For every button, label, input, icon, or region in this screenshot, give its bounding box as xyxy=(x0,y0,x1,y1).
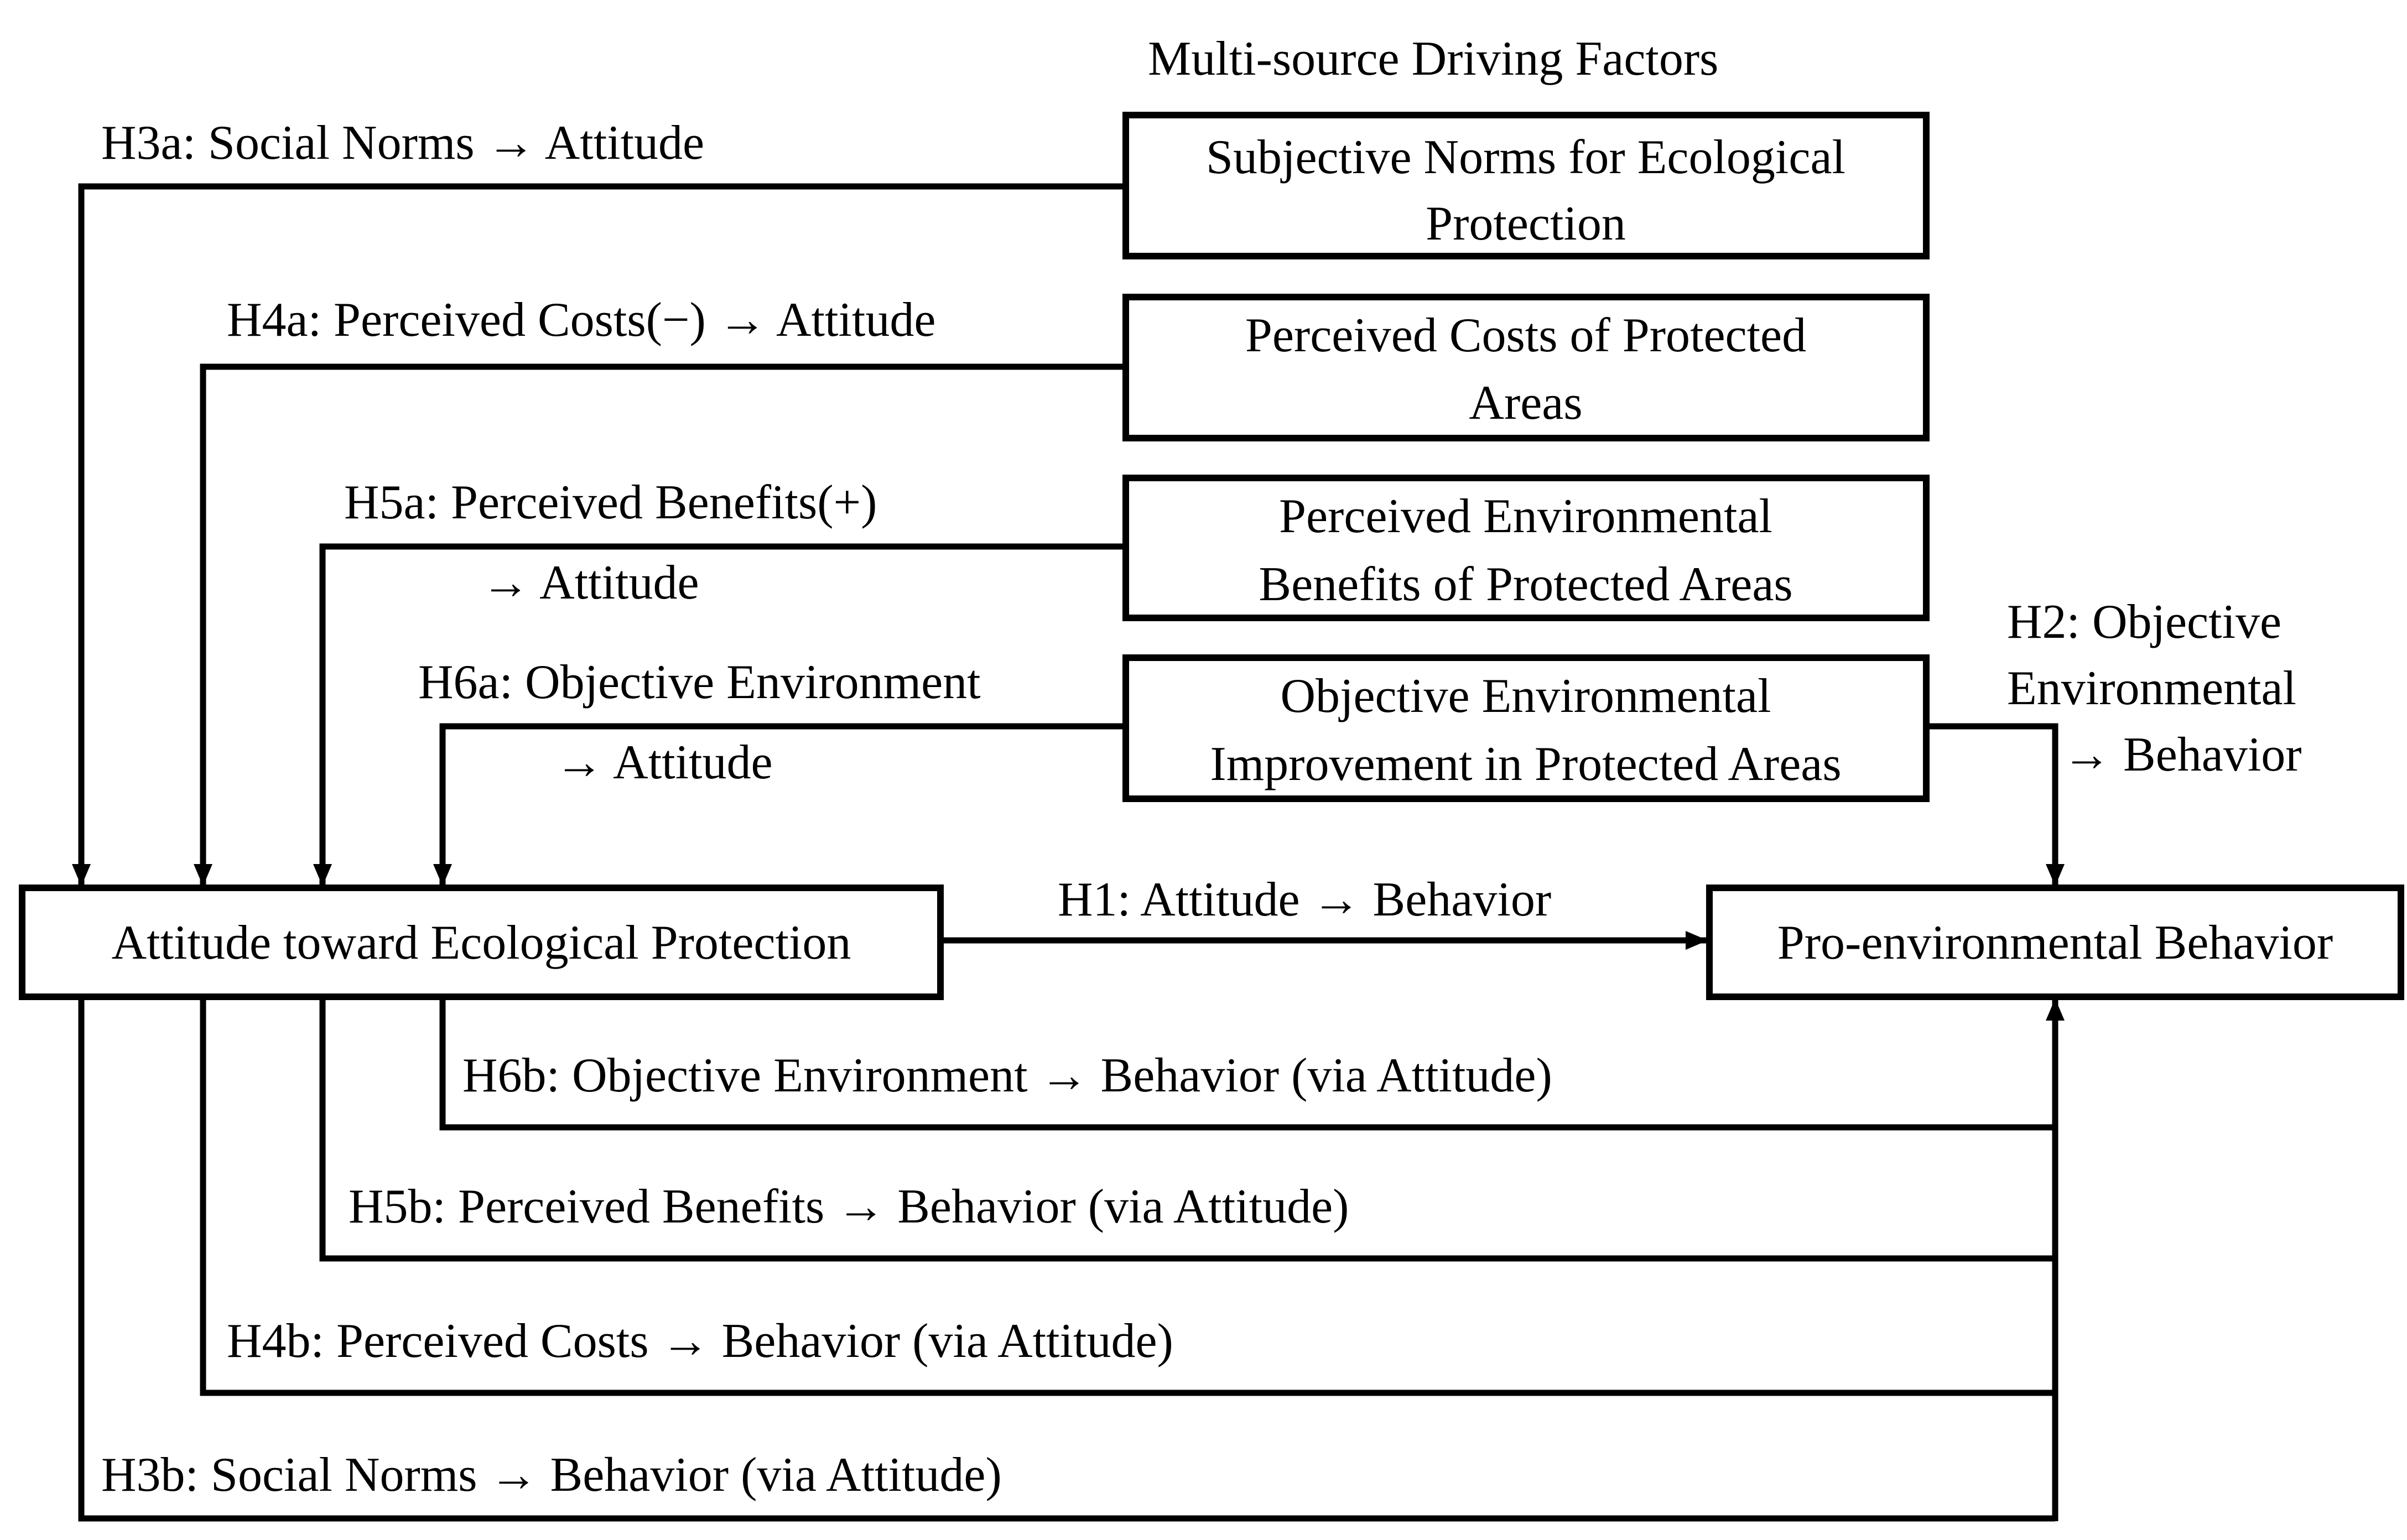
path-h4a xyxy=(203,367,1126,885)
factor-social-norms-line2: Protection xyxy=(1426,197,1626,251)
factor-perceived-benefits-line2: Benefits of Protected Areas xyxy=(1259,558,1793,611)
factor-objective-environment-line1: Objective Environmental xyxy=(1280,669,1771,723)
label-h5b: H5b: Perceived Benefits → Behavior (via Attitude) xyxy=(349,1180,1349,1234)
label-h4b: H4b: Perceived Costs → Behavior (via Attitude) xyxy=(227,1314,1173,1368)
label-h4a: H4a: Perceived Costs(−) → Attitude xyxy=(227,293,936,347)
label-h2-line1: H2: Objective xyxy=(2007,595,2282,649)
node-attitude-label: Attitude toward Ecological Protection xyxy=(111,916,851,970)
factor-box-social-norms xyxy=(1126,115,1926,256)
diagram-title: Multi-source Driving Factors xyxy=(1148,32,1719,86)
factor-perceived-benefits-line1: Perceived Environmental xyxy=(1279,490,1772,543)
path-h2 xyxy=(1926,726,2055,885)
label-h5a-line2: → Attitude xyxy=(481,556,699,610)
label-h2-line3: → Behavior xyxy=(2062,728,2302,782)
label-h3b: H3b: Social Norms → Behavior (via Attitude) xyxy=(101,1448,1002,1502)
factor-box-objective-environment xyxy=(1126,658,1926,799)
factor-perceived-costs-line1: Perceived Costs of Protected xyxy=(1245,309,1807,362)
factor-objective-environment-line2: Improvement in Protected Areas xyxy=(1210,737,1842,791)
label-h2-line2: Environmental xyxy=(2007,662,2296,715)
label-h6b: H6b: Objective Environment → Behavior (via Attitude) xyxy=(462,1049,1552,1102)
node-attitude xyxy=(22,888,940,997)
label-h6a-line1: H6a: Objective Environment xyxy=(418,655,981,709)
node-behavior-label: Pro-environmental Behavior xyxy=(1777,916,2333,970)
label-h6a-line2: → Attitude xyxy=(555,736,773,789)
factor-social-norms-line1: Subjective Norms for Ecological xyxy=(1206,131,1845,184)
factor-box-perceived-costs xyxy=(1126,297,1926,438)
factor-box-perceived-benefits xyxy=(1126,478,1926,618)
node-behavior xyxy=(1709,888,2401,997)
label-h1: H1: Attitude → Behavior xyxy=(1058,873,1552,927)
path-h6a xyxy=(443,726,1126,885)
label-h3a: H3a: Social Norms → Attitude xyxy=(101,116,705,170)
label-h5a-line1: H5a: Perceived Benefits(+) xyxy=(344,476,877,529)
factor-perceived-costs-line2: Areas xyxy=(1469,376,1583,430)
